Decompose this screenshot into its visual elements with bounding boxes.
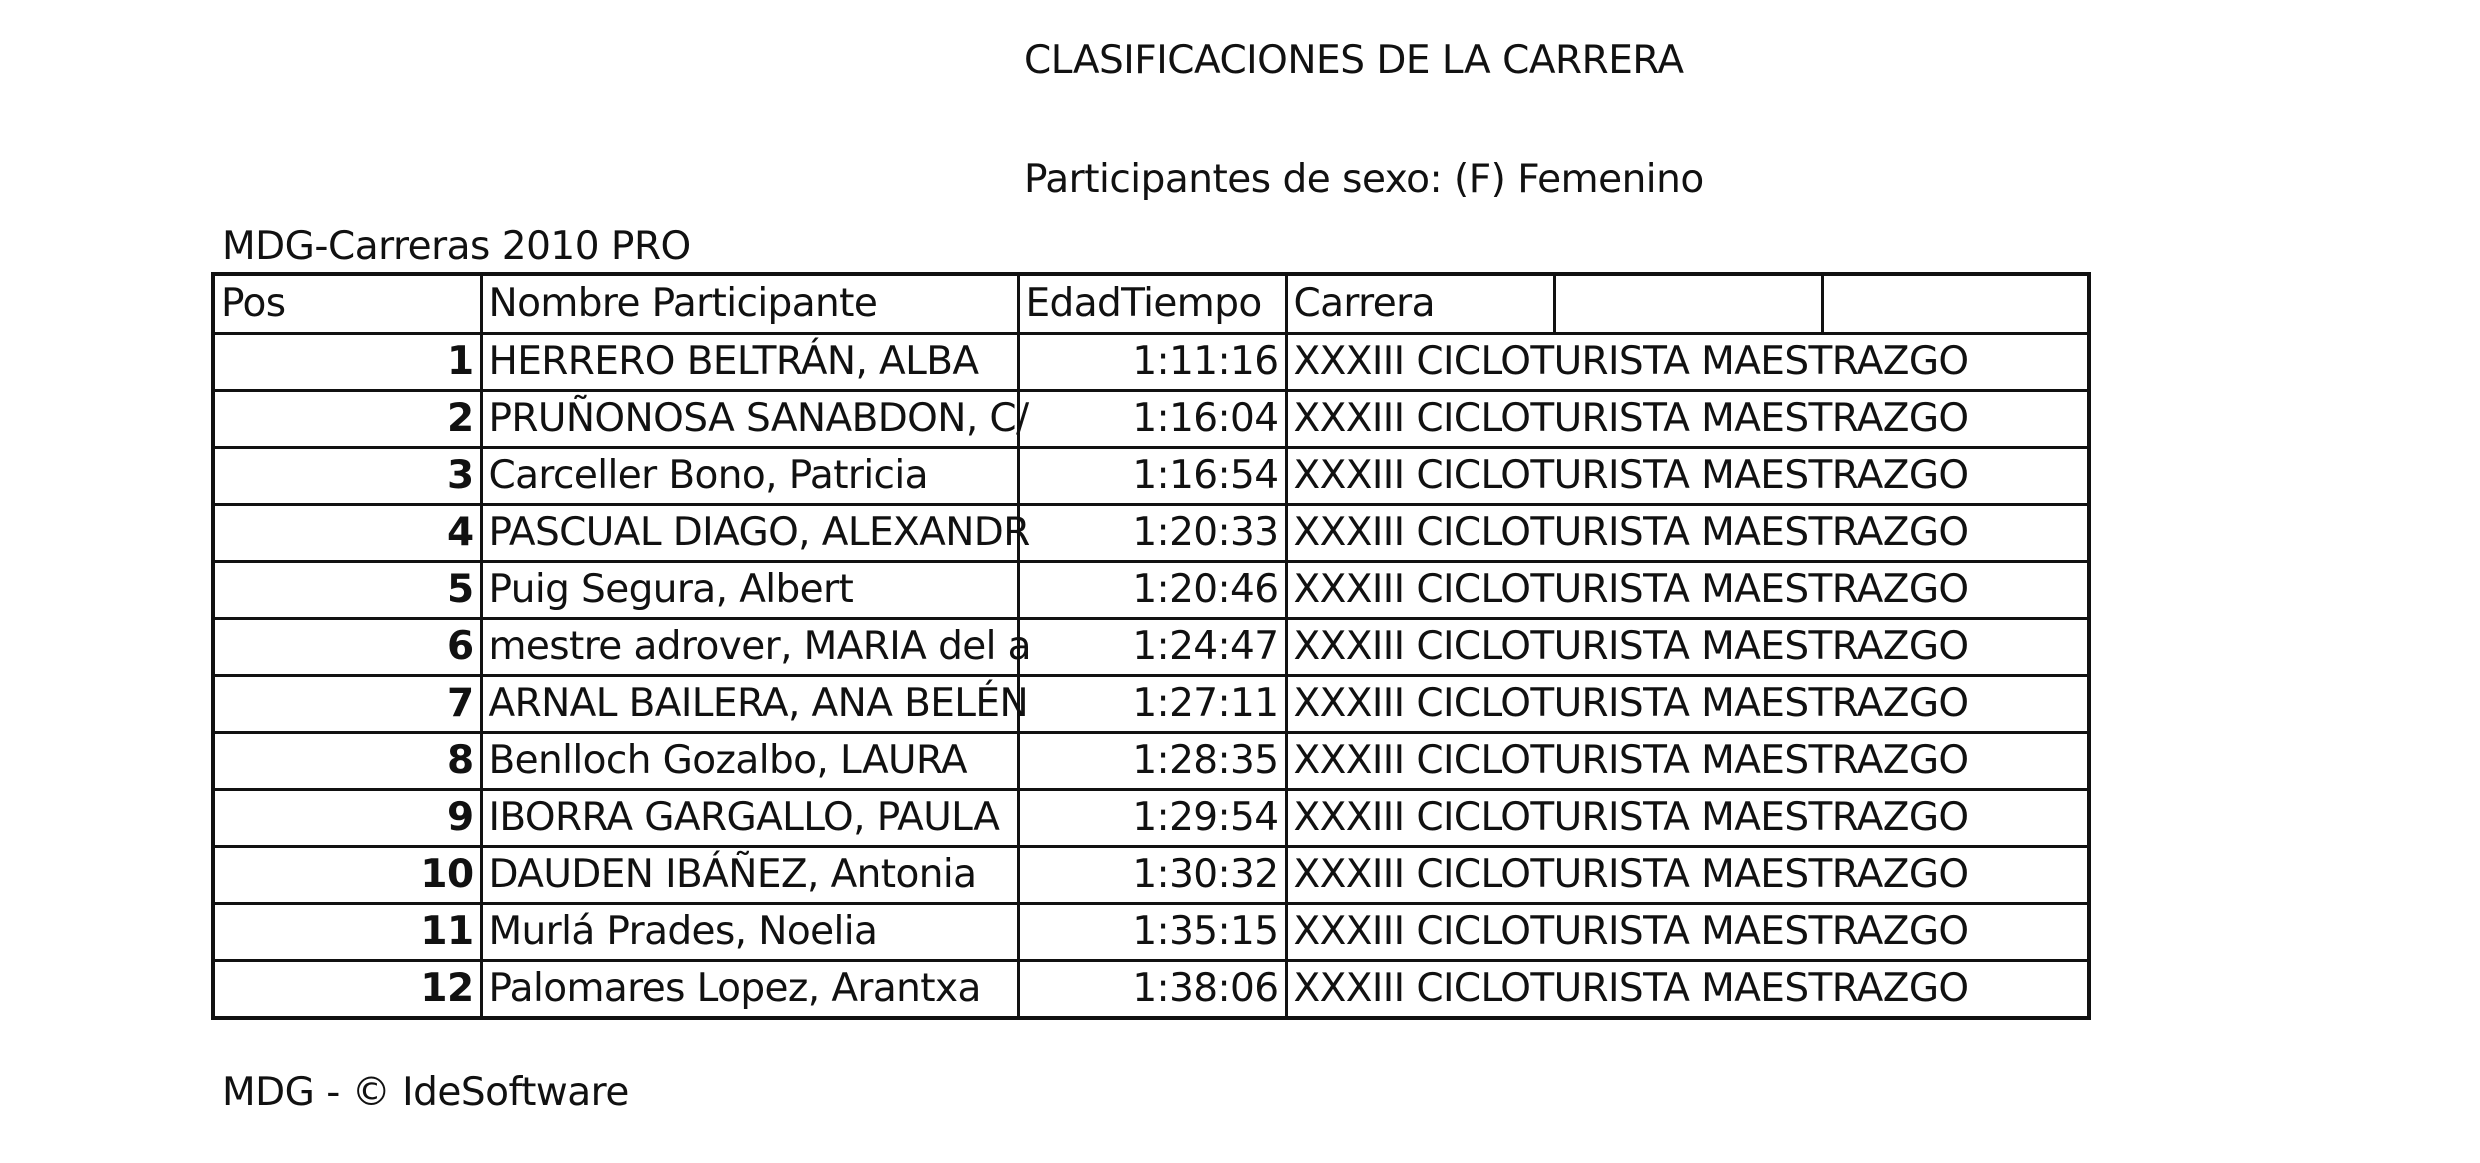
cell-name: DAUDEN IBÁÑEZ, Antonia: [481, 847, 1018, 904]
cell-race: XXXIII CICLOTURISTA MAESTRAZGO: [1286, 961, 1554, 1019]
header-empty-cell: [1822, 274, 2089, 334]
cell-time: 1:11:16: [1018, 334, 1286, 391]
cell-pos: 1: [213, 334, 481, 391]
cell-time: 1:16:04: [1018, 391, 1286, 448]
cell-race: XXXIII CICLOTURISTA MAESTRAZGO: [1286, 448, 1554, 505]
cell-pos: 9: [213, 790, 481, 847]
cell-name: mestre adrover, MARIA del a: [481, 619, 1018, 676]
results-table-body: [213, 274, 2089, 1018]
cell-pos: 8: [213, 733, 481, 790]
cell-time: 1:16:54: [1018, 448, 1286, 505]
table-row: [213, 961, 2089, 1019]
cell-time: 1:38:06: [1018, 961, 1286, 1019]
cell-name: IBORRA GARGALLO, PAULA: [481, 790, 1018, 847]
cell-race: XXXIII CICLOTURISTA MAESTRAZGO: [1286, 505, 1554, 562]
cell-name: PASCUAL DIAGO, ALEXANDR: [481, 505, 1018, 562]
cell-race: XXXIII CICLOTURISTA MAESTRAZGO: [1286, 334, 1554, 391]
cell-time: 1:30:32: [1018, 847, 1286, 904]
cell-pos: 2: [213, 391, 481, 448]
document-subtitle: Participantes de sexo: (F) Femenino: [1024, 157, 1704, 202]
cell-pos: 11: [213, 904, 481, 961]
cell-time: 1:35:15: [1018, 904, 1286, 961]
cell-time: 1:20:46: [1018, 562, 1286, 619]
table-row: [213, 904, 2089, 961]
table-row: [213, 334, 2089, 391]
cell-name: Benlloch Gozalbo, LAURA: [481, 733, 1018, 790]
header-name: Nombre Participante: [481, 274, 1018, 334]
cell-pos: 10: [213, 847, 481, 904]
cell-pos: 5: [213, 562, 481, 619]
cell-name: Carceller Bono, Patricia: [481, 448, 1018, 505]
software-label: MDG-Carreras 2010 PRO: [222, 224, 691, 269]
cell-pos: 6: [213, 619, 481, 676]
cell-time: 1:20:33: [1018, 505, 1286, 562]
cell-pos: 3: [213, 448, 481, 505]
cell-race: XXXIII CICLOTURISTA MAESTRAZGO: [1286, 676, 1554, 733]
cell-name: ARNAL BAILERA, ANA BELÉN: [481, 676, 1018, 733]
cell-time: 1:27:11: [1018, 676, 1286, 733]
header-pos: Pos: [213, 274, 481, 334]
cell-race: XXXIII CICLOTURISTA MAESTRAZGO: [1286, 847, 1554, 904]
cell-name: Palomares Lopez, Arantxa: [481, 961, 1018, 1019]
cell-name: PRUÑONOSA SANABDON, C/: [481, 391, 1018, 448]
cell-race: XXXIII CICLOTURISTA MAESTRAZGO: [1286, 790, 1554, 847]
cell-race: XXXIII CICLOTURISTA MAESTRAZGO: [1286, 391, 1554, 448]
cell-race: XXXIII CICLOTURISTA MAESTRAZGO: [1286, 733, 1554, 790]
cell-race: XXXIII CICLOTURISTA MAESTRAZGO: [1286, 904, 1554, 961]
table-row: [213, 790, 2089, 847]
footer-copyright: MDG - © IdeSoftware: [222, 1070, 629, 1115]
cell-pos: 7: [213, 676, 481, 733]
cell-time: 1:29:54: [1018, 790, 1286, 847]
table-row: [213, 505, 2089, 562]
cell-name: Murlá Prades, Noelia: [481, 904, 1018, 961]
cell-time: 1:24:47: [1018, 619, 1286, 676]
cell-race: XXXIII CICLOTURISTA MAESTRAZGO: [1286, 562, 1554, 619]
table-header-row: [213, 274, 2089, 334]
results-table: [211, 272, 2091, 1020]
cell-time: 1:28:35: [1018, 733, 1286, 790]
table-row: [213, 391, 2089, 448]
table-row: [213, 562, 2089, 619]
cell-name: HERRERO BELTRÁN, ALBA: [481, 334, 1018, 391]
table-row: [213, 619, 2089, 676]
cell-name: Puig Segura, Albert: [481, 562, 1018, 619]
table-row: [213, 847, 2089, 904]
cell-pos: 4: [213, 505, 481, 562]
header-time: EdadTiempo: [1018, 274, 1286, 334]
table-row: [213, 676, 2089, 733]
table-row: [213, 733, 2089, 790]
document-title: CLASIFICACIONES DE LA CARRERA: [1024, 38, 1684, 83]
table-row: [213, 448, 2089, 505]
cell-race: XXXIII CICLOTURISTA MAESTRAZGO: [1286, 619, 1554, 676]
header-race: Carrera: [1286, 274, 1554, 334]
header-empty-cell: [1554, 274, 1822, 334]
cell-pos: 12: [213, 961, 481, 1019]
